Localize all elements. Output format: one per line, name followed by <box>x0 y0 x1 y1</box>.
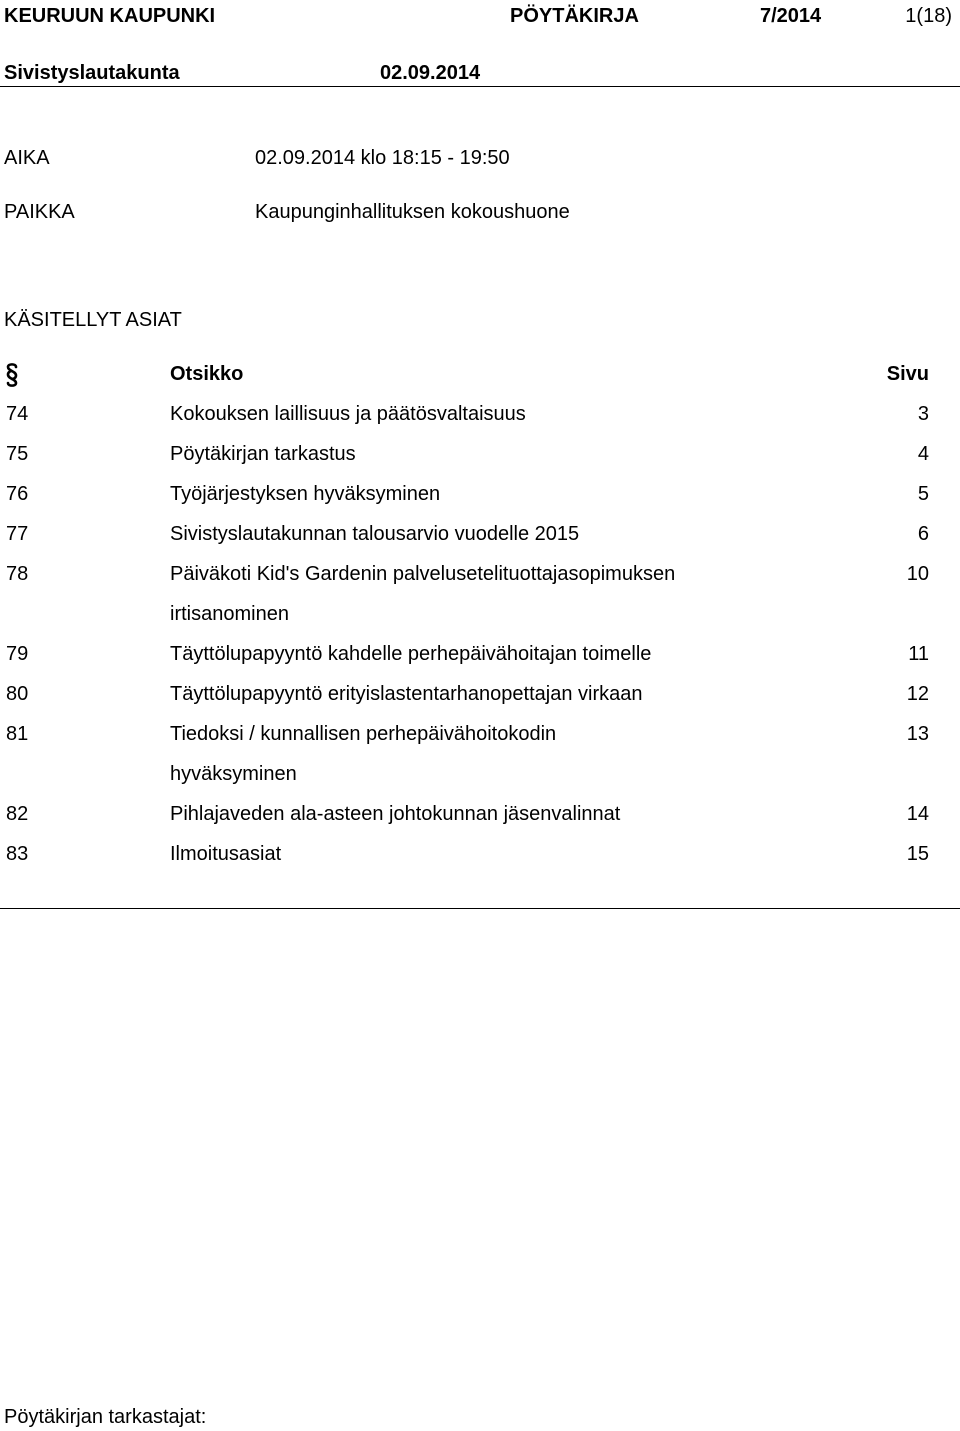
item-title: Pöytäkirjan tarkastus <box>170 443 356 465</box>
header-rule <box>0 86 960 87</box>
item-number: 78 <box>6 563 29 585</box>
page-count: 1(18) <box>905 5 952 27</box>
item-number: 83 <box>6 843 29 865</box>
item-page: 10 <box>906 563 929 585</box>
item-number: 81 <box>6 723 29 745</box>
item-number: 74 <box>6 403 29 425</box>
section-sign-icon <box>4 362 20 388</box>
column-page-header: Sivu <box>886 363 929 385</box>
item-title: Ilmoitusasiat <box>170 843 282 865</box>
organization-name: KEURUUN KAUPUNKI <box>4 5 216 27</box>
item-title-continuation: hyväksyminen <box>170 763 297 785</box>
document-number: 7/2014 <box>760 5 822 27</box>
item-title: Täyttölupapyyntö erityislastentarhanopettajan virkaan <box>170 683 643 705</box>
agenda-end-rule <box>0 908 960 909</box>
item-title-continuation: irtisanominen <box>170 603 289 625</box>
item-number: 80 <box>6 683 29 705</box>
agenda-heading: KÄSITELLYT ASIAT <box>4 309 182 331</box>
item-page: 12 <box>906 683 929 705</box>
column-title-header: Otsikko <box>170 363 244 385</box>
board-name: Sivistyslautakunta <box>4 62 180 84</box>
place-label: PAIKKA <box>4 201 75 223</box>
item-page: 13 <box>906 723 929 745</box>
item-page: 15 <box>906 843 929 865</box>
item-page: 6 <box>917 523 929 545</box>
item-title: Työjärjestyksen hyväksyminen <box>170 483 441 505</box>
document-type: PÖYTÄKIRJA <box>510 5 639 27</box>
item-page: 11 <box>908 643 929 665</box>
item-page: 3 <box>917 403 929 425</box>
item-page: 5 <box>917 483 929 505</box>
item-title: Kokouksen laillisuus ja päätösvaltaisuus <box>170 403 526 425</box>
time-value: 02.09.2014 klo 18:15 - 19:50 <box>255 147 510 169</box>
place-value: Kaupunginhallituksen kokoushuone <box>255 201 570 223</box>
item-page: 4 <box>917 443 929 465</box>
header-date: 02.09.2014 <box>380 62 481 84</box>
item-number: 75 <box>6 443 29 465</box>
item-number: 82 <box>6 803 29 825</box>
item-number: 76 <box>6 483 29 505</box>
item-title: Sivistyslautakunnan talousarvio vuodelle 2015 <box>170 523 580 545</box>
time-label: AIKA <box>4 147 50 169</box>
item-title: Päiväkoti Kid's Gardenin palvelusetelituottajasopimuksen <box>170 563 676 585</box>
reviewers-label: Pöytäkirjan tarkastajat: <box>4 1406 207 1428</box>
item-title: Tiedoksi / kunnallisen perhepäivähoitokodin <box>170 723 557 745</box>
item-page: 14 <box>906 803 929 825</box>
item-title: Pihlajaveden ala-asteen johtokunnan jäsenvalinnat <box>170 803 621 825</box>
item-title: Täyttölupapyyntö kahdelle perhepäivähoitajan toimelle <box>170 643 652 665</box>
item-number: 79 <box>6 643 29 665</box>
item-number: 77 <box>6 523 29 545</box>
